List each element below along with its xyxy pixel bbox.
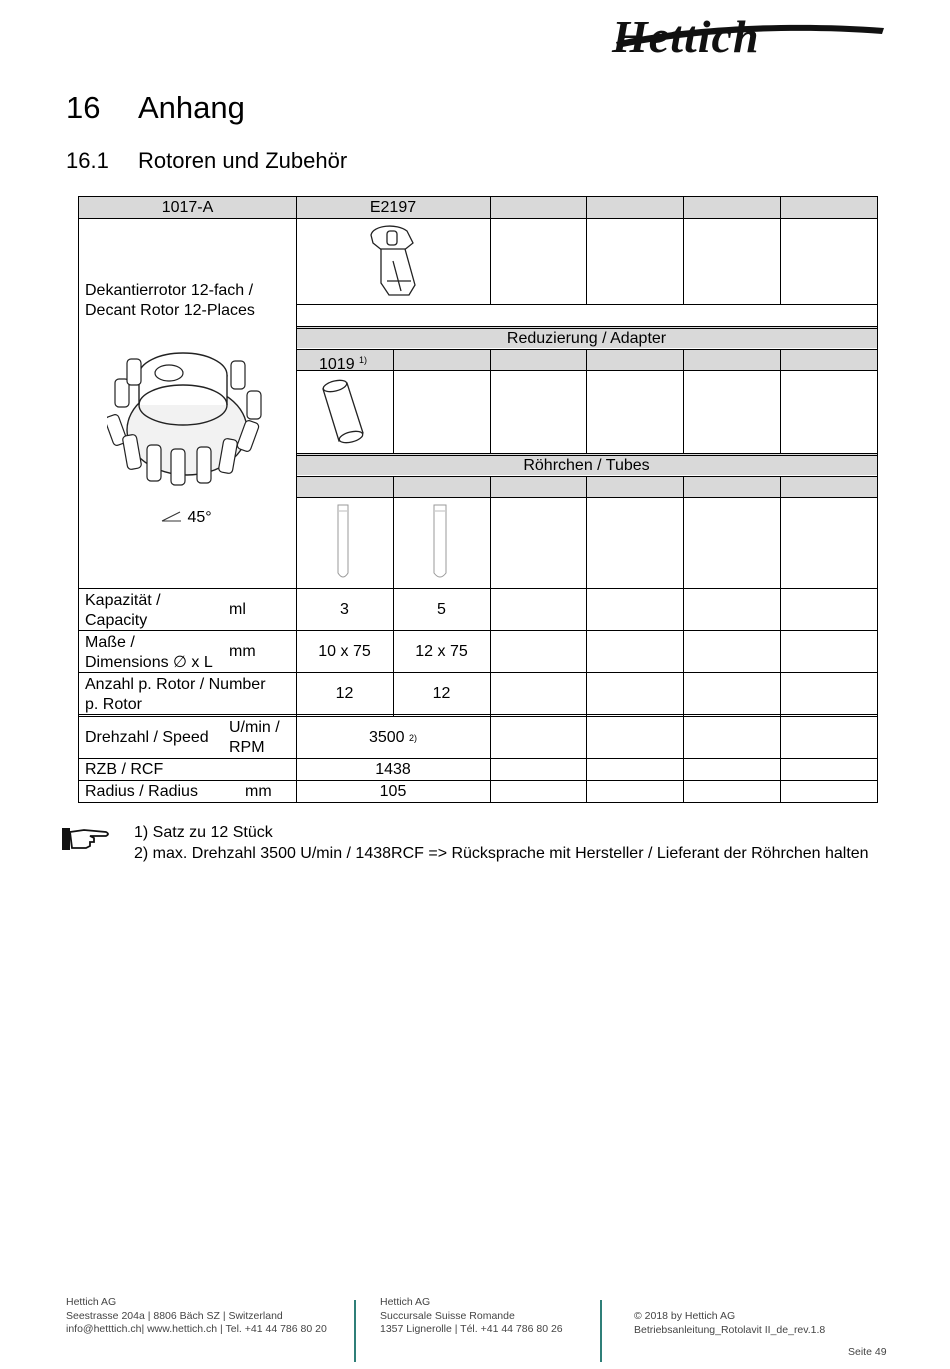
- footnotes: [134, 822, 869, 864]
- footer-branch: Hettich AG Succursale Suisse Romande 1357 Lignerolle | Tél. +41 44 786 80 26: [380, 1296, 563, 1335]
- angle-icon: [161, 508, 183, 520]
- number-value: 12: [335, 684, 354, 702]
- tube-3ml-image: [335, 503, 351, 583]
- footer-copyright: © 2018 by Hettich AG Betriebsanleitung_Rotolavit II_de_rev.1.8: [634, 1310, 826, 1336]
- section-heading: 16 Anhang: [66, 90, 245, 125]
- capacity-value: 3: [340, 600, 349, 618]
- hettich-logo: Hettich: [612, 8, 888, 64]
- bucket-code: E2197: [369, 198, 417, 216]
- bucket-image: [363, 221, 423, 301]
- footer-address: Hettich AG Seestrasse 204a | 8806 Bäch SZ | Switzerland info@hetttich.ch| www.hettich.ch | Tel. +41 44 786 80 20: [66, 1296, 327, 1335]
- footer-divider: [600, 1300, 602, 1362]
- capacity-unit: ml: [229, 601, 246, 618]
- radius-label: Radius / Radius: [85, 783, 198, 800]
- rotor-table: [78, 196, 878, 803]
- radius-unit: mm: [245, 783, 272, 800]
- radius-value: 105: [379, 782, 407, 800]
- dimensions-unit: mm: [229, 643, 256, 660]
- adapter-header: Reduzierung / Adapter: [506, 329, 667, 347]
- rotor-code: 1017-A: [161, 198, 214, 216]
- page-number: Seite 49: [848, 1346, 887, 1358]
- pointing-hand-icon: [60, 824, 112, 854]
- speed-label: Drehzahl / Speed: [85, 729, 209, 746]
- rcf-value: 1438: [375, 760, 411, 778]
- capacity-label: Kapazität / Capacity: [85, 592, 161, 629]
- capacity-value: 5: [437, 600, 446, 618]
- dimensions-label: Maße / Dimensions ∅ x L: [85, 634, 213, 671]
- footnote: 2) max. Drehzahl 3500 U/min / 1438RCF => Rücksprache mit Hersteller / Lieferant der Röhrchen halten: [134, 845, 869, 862]
- footnote: 1) Satz zu 12 Stück: [134, 824, 273, 841]
- adapter-image: [317, 379, 369, 447]
- adapter-code: 1019 $^{1)}$: [319, 355, 368, 373]
- dimensions-value: 12 x 75: [415, 642, 468, 660]
- footer-divider: [354, 1300, 356, 1362]
- subsection-heading: 16.1 Rotoren und Zubehör: [66, 148, 348, 173]
- dimensions-value: 10 x 75: [318, 642, 371, 660]
- number-value: 12: [432, 684, 451, 702]
- rotor-image: [107, 335, 267, 495]
- rcf-label: RZB / RCF: [85, 761, 164, 778]
- angle-label: 45°: [161, 508, 212, 528]
- tube-5ml-image: [432, 503, 448, 583]
- speed-value: 3500 2): [368, 728, 418, 746]
- rotor-name: Dekantierrotor 12-fach / Decant Rotor 12-Places: [85, 282, 255, 319]
- number-label: Anzahl p. Rotor / Number p. Rotor: [85, 676, 266, 713]
- tubes-header: Röhrchen / Tubes: [523, 456, 650, 474]
- speed-unit: U/min / RPM: [229, 719, 280, 756]
